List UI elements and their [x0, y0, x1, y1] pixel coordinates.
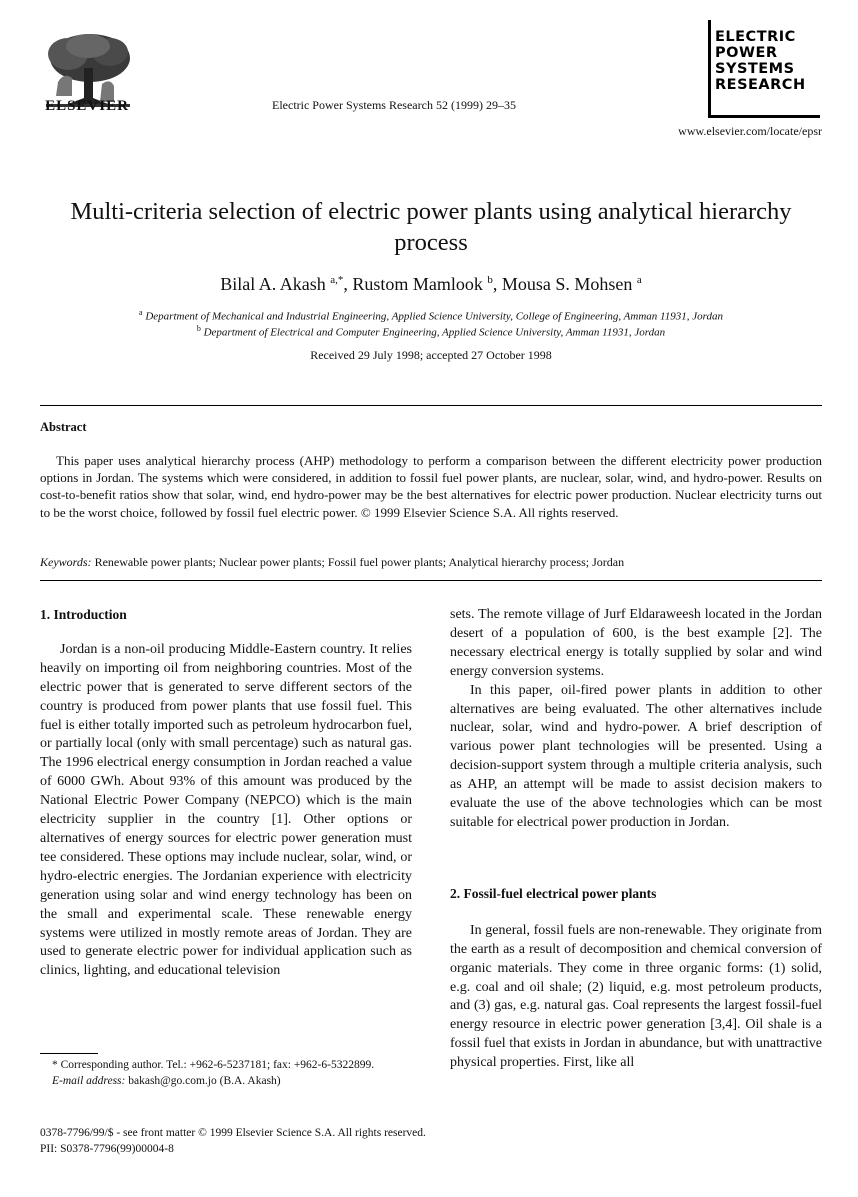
journal-logo [680, 20, 820, 118]
abstract-divider [40, 580, 822, 581]
issn-line: 0378-7796/99/$ - see front matter © 1999 Elsevier Science S.A. All rights reserved. [40, 1127, 426, 1139]
pii-line: PII: S0378-7796(99)00004-8 [40, 1142, 174, 1155]
author-mark: a [636, 274, 642, 286]
copyright-footer [40, 1126, 426, 1157]
affiliation-a [40, 308, 822, 323]
corresponding-author-note: * Corresponding author. Tel.: +962-6-5237181; fax: +962-6-5322899. [52, 1059, 375, 1071]
journal-logo-line-3: SYSTEMS [715, 61, 795, 77]
author-mark: a,* [330, 274, 344, 286]
journal-reference: Electric Power Systems Research 52 (1999) 29–35 [272, 98, 516, 112]
journal-logo-line-1: ELECTRIC [715, 29, 796, 45]
received-dates: Received 29 July 1998; accepted 27 October 1998 [310, 348, 552, 362]
journal-logo-line-4: RESEARCH [715, 77, 806, 93]
keywords-label: Keywords: [40, 555, 92, 569]
footnote-divider [40, 1053, 98, 1054]
affiliation-mark: a [139, 308, 143, 317]
author-name: Rustom Mamlook [352, 274, 483, 294]
footnote [40, 1058, 412, 1090]
affiliation-mark: b [196, 324, 201, 333]
section-heading-introduction: 1. Introduction [40, 607, 127, 622]
abstract-heading: Abstract [40, 420, 87, 434]
intro-paragraph-2: In this paper, oil-fired power plants in addition to other alternatives are being evaluated. The other alternatives include nuclear, solar, wind and hydro-power. A brief description of various power plant technologies will be presented. Using a decision-support system through a multiple criteria analysis, such as AHP, an attempt will be made to assist decision makers to evaluate the use of the above technologies which can be most suitable for electrical power production in Jordan. [450, 682, 822, 830]
author-list [40, 274, 822, 295]
affiliation-b [40, 324, 822, 339]
keywords-list: Renewable power plants; Nuclear power plants; Fossil fuel power plants; Analytical hierarchy process; Jordan [94, 555, 625, 569]
top-divider [40, 405, 822, 406]
author-separator: , [343, 274, 353, 294]
abstract-text: This paper uses analytical hierarchy process (AHP) methodology to perform a comparison between the different electricity power production options in Jordan. The systems which were considered, in addition to fossil fuel power plants, are nuclear, solar, wind, and hydro-power. Results on cost-to-benefit ratios show that solar, wind, end hydro-power may be the best alternatives for electric power production. Nuclear electricity turns out to be the worst choice, followed by fossil fuel electric power. © 1999 Elsevier Science S.A. All rights reserved. [40, 453, 822, 520]
right-column [450, 606, 822, 1073]
email-link[interactable]: bakash@go.com.jo (B.A. Akash) [128, 1074, 281, 1087]
publisher-name: ELSEVIER [45, 98, 129, 114]
fossil-paragraph-1: In general, fossil fuels are non-renewable. They originate from the earth as a result of decomposition and chemical conversion of organic materials. They come in three organic forms: (1) solid, e.g. coal and oil shale; (2) liquid, e.g. most petroleum products, and (3) gas, e.g. natural gas. Coal represents the largest fossil-fuel energy resource in electric power generation [3,4]. Oil shale is a fossil fuel that exists in Jordan in abundance, but with unattractive physical properties. First, like all [450, 922, 822, 1071]
intro-paragraph-1-continued: sets. The remote village of Jurf Eldaraweesh located in the Jordan desert of a population of 600, is the best example [2]. The necessary electrical energy is totally supplied by solar and wind energy conversion systems. [450, 607, 822, 679]
email-label: E-mail address: [52, 1074, 126, 1087]
author-name: Bilal A. Akash [220, 274, 326, 294]
author-separator: , [492, 274, 502, 294]
section-heading-fossil-fuel: 2. Fossil-fuel electrical power plants [450, 885, 657, 901]
affiliation-text: Department of Electrical and Computer Engineering, Applied Science University, Amman 11931, Jordan [203, 326, 666, 339]
journal-logo-line-2: POWER [715, 45, 778, 61]
intro-paragraph-1: Jordan is a non-oil producing Middle-Eastern country. It relies heavily on importing oil from neighboring countries. Most of the electric power that is generated to serve different sectors of the country is produced from power plants that use fossil fuel. This fuel is either totally imported such as petroleum hydrocarbon fuel, or partially local (only with small percentage) such as natural gas. The 1996 electrical energy consumption in Jordan reached a value of 6000 GWh. About 93% of this amount was produced by the National Electric Power Company (NEPCO) which is the main electricity supplier in the country [1]. Other options or alternatives of energy sources for electric power generation must tee considered. These options may include nuclear, solar, wind, or hydro-electric energies. The Jordanian experience with electricity generation using solar and wind energy technology has been on the small and experimental scale. These renewable energy systems were utilized in mostly remote areas of Jordan. They are used to generate electric power for individual application such as clinics, lighting, and educational television [40, 641, 412, 979]
journal-url-link[interactable]: www.elsevier.com/locate/epsr [678, 124, 822, 138]
author-name: Mousa S. Mohsen [501, 274, 633, 294]
affiliation-text: Department of Mechanical and Industrial Engineering, Applied Science University, College of Engineering, Amman 11931, Jordan [145, 310, 723, 323]
keywords [40, 555, 822, 570]
article-title: Multi-criteria selection of electric power plants using analytical hierarchy process [70, 198, 792, 256]
author-mark: b [487, 274, 493, 286]
left-column [40, 606, 412, 981]
